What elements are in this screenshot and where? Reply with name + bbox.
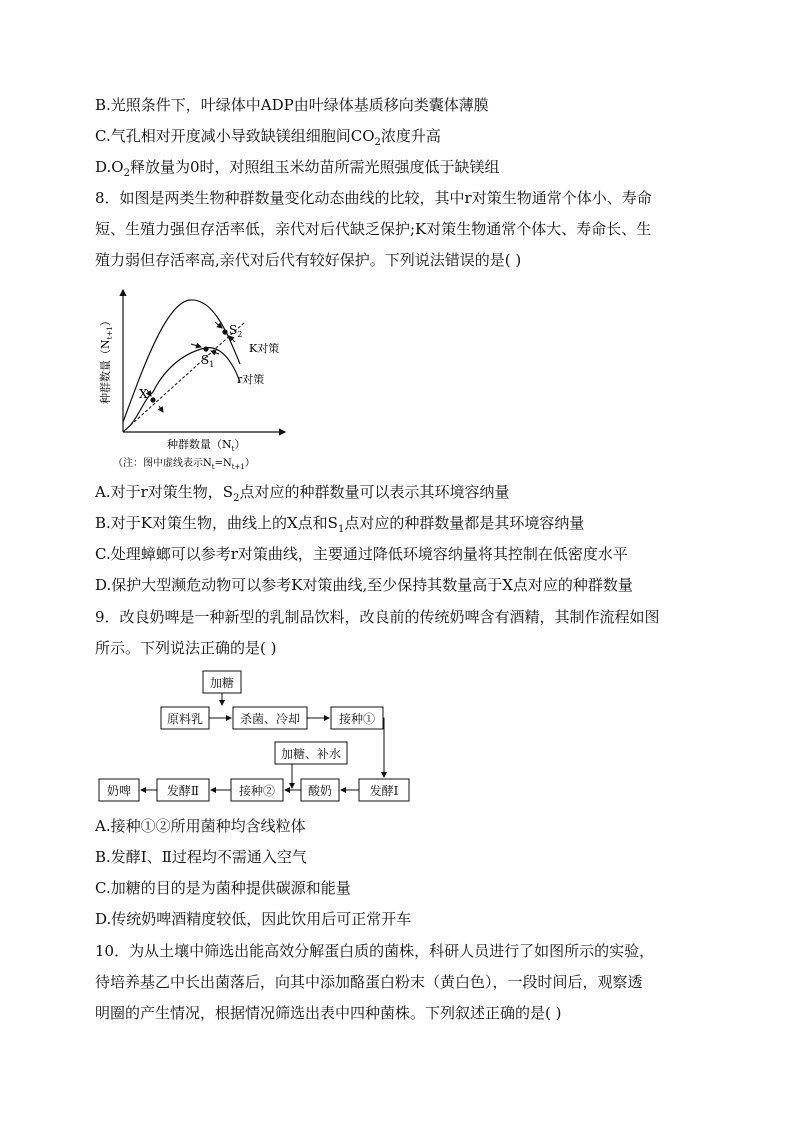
- x-axis-label: 种群数量$(N_t)$: [167, 438, 246, 453]
- label-x: X: [139, 387, 148, 401]
- q10-stem-line-2: 待培养基乙中长出菌落后，向其中添加酪蛋白粉末（黄白色），一段时间后，观察透: [95, 973, 643, 991]
- q8-option-a: [95, 481, 509, 510]
- label-inoculate-1: 接种①: [338, 712, 376, 726]
- label-add-sugar: 加糖: [209, 676, 235, 690]
- q7-option-b: B.光照条件下，叶绿体中ADP由叶绿体基质移向类囊体薄膜: [95, 96, 489, 114]
- q7-option-d-text: D.O: [95, 158, 124, 176]
- arrow: [191, 344, 201, 347]
- label-s1: $S_1$: [201, 353, 215, 369]
- q9-option-d: D.传统奶啤酒精度较低，因此饮用后可正常开车: [95, 910, 412, 928]
- label-ferment-1: 发酵Ⅰ: [369, 784, 399, 798]
- point-x: [150, 397, 155, 402]
- label-s2: $S_2$: [229, 323, 243, 339]
- q9-option-b: B.发酵Ⅰ、Ⅱ过程均不需通入空气: [95, 848, 307, 866]
- label-inoculate-2: 接种②: [238, 784, 276, 798]
- q7-option-c-text: C.气孔相对开度减小导致缺镁组细胞间CO: [95, 127, 375, 145]
- label-ferment-2: 发酵Ⅱ: [166, 784, 200, 798]
- k-strategy-curve: [123, 300, 243, 422]
- point-s2: [222, 329, 227, 334]
- subscript: 2: [123, 168, 130, 179]
- q8-option-d: D.保护大型濒危动物可以参考K对策曲线,至少保持其数量高于X点对应的种群数量: [95, 576, 633, 594]
- q7-option-c-text-end: 浓度升高: [380, 127, 441, 145]
- q8-stem-line-2: 短、生殖力强但存活率低，亲代对后代缺乏保护;K对策生物通常个体大、寿命长、生: [95, 220, 652, 238]
- subscript: 1: [337, 524, 345, 535]
- label-r-strategy: r对策: [237, 373, 265, 386]
- label-milk-beer: 奶啤: [106, 784, 132, 798]
- figure-note: （注：图中虚线表示$N_t=N_{t+1}$）: [113, 458, 255, 471]
- q8-stem-line-1: 8．如图是两类生物种群数量变化动态曲线的比较，其中r对策生物通常个体小、寿命: [95, 189, 652, 207]
- q7-option-c: [95, 125, 441, 154]
- q9-stem-line-2: 所示。下列说法正确的是( ): [95, 639, 277, 657]
- q9-stem-line-1: 9．改良奶啤是一种新型的乳制品饮料，改良前的传统奶啤含有酒精，其制作流程如图: [95, 608, 660, 626]
- q9-option-c: C.加糖的目的是为菌种提供碳源和能量: [95, 879, 351, 897]
- label-sterilize: 杀菌、冷却: [239, 712, 301, 726]
- milk-beer-flowchart: [95, 665, 415, 805]
- label-raw-milk: 原料乳: [166, 712, 204, 726]
- label-k-strategy: K对策: [249, 342, 280, 355]
- arrow: [211, 351, 219, 354]
- q8-stem-line-3: 殖力弱但存活率高,亲代对后代有较好保护。下列说法错误的是( ): [95, 251, 522, 269]
- label-yogurt: 酸奶: [307, 784, 333, 798]
- q8-option-c: C.处理蟑螂可以参考r对策曲线，主要通过降低环境容纳量将其控制在低密度水平: [95, 545, 628, 563]
- population-curve-figure: [95, 282, 315, 474]
- q7-option-d-text-end: 释放量为0时，对照组玉米幼苗所需光照强度低于缺镁组: [129, 158, 500, 176]
- arrow: [147, 390, 151, 396]
- label-add-sugar-water: 加糖、补水: [280, 747, 342, 761]
- subscript: 2: [374, 137, 381, 148]
- q8-option-a-text: A.对于r对策生物，S: [95, 483, 234, 501]
- subscript: 2: [233, 493, 240, 504]
- arrow: [159, 406, 163, 412]
- q10-stem-line-1: 10．为从土壤中筛选出能高效分解蛋白质的菌株，科研人员进行了如图所示的实验，: [95, 942, 655, 960]
- q9-option-a: A.接种①②所用菌种均含线粒体: [95, 817, 306, 835]
- q10-stem-line-3: 明圈的产生情况，根据情况筛选出表中四种菌株。下列叙述正确的是( ): [95, 1004, 562, 1022]
- y-axis-label: 种群数量$(N_{t+1})$: [99, 315, 114, 404]
- q7-option-d: [95, 156, 499, 185]
- q8-option-b-text: B.对于K对策生物，曲线上的X点和S: [95, 514, 338, 532]
- point-s1: [203, 346, 208, 351]
- q8-option-b: [95, 512, 584, 541]
- q8-option-b-text-end: 点对应的种群数量都是其环境容纳量: [344, 514, 585, 532]
- equilibrium-dashed-line: [123, 322, 245, 432]
- q8-option-a-text-end: 点对应的种群数量可以表示其环境容纳量: [239, 483, 510, 501]
